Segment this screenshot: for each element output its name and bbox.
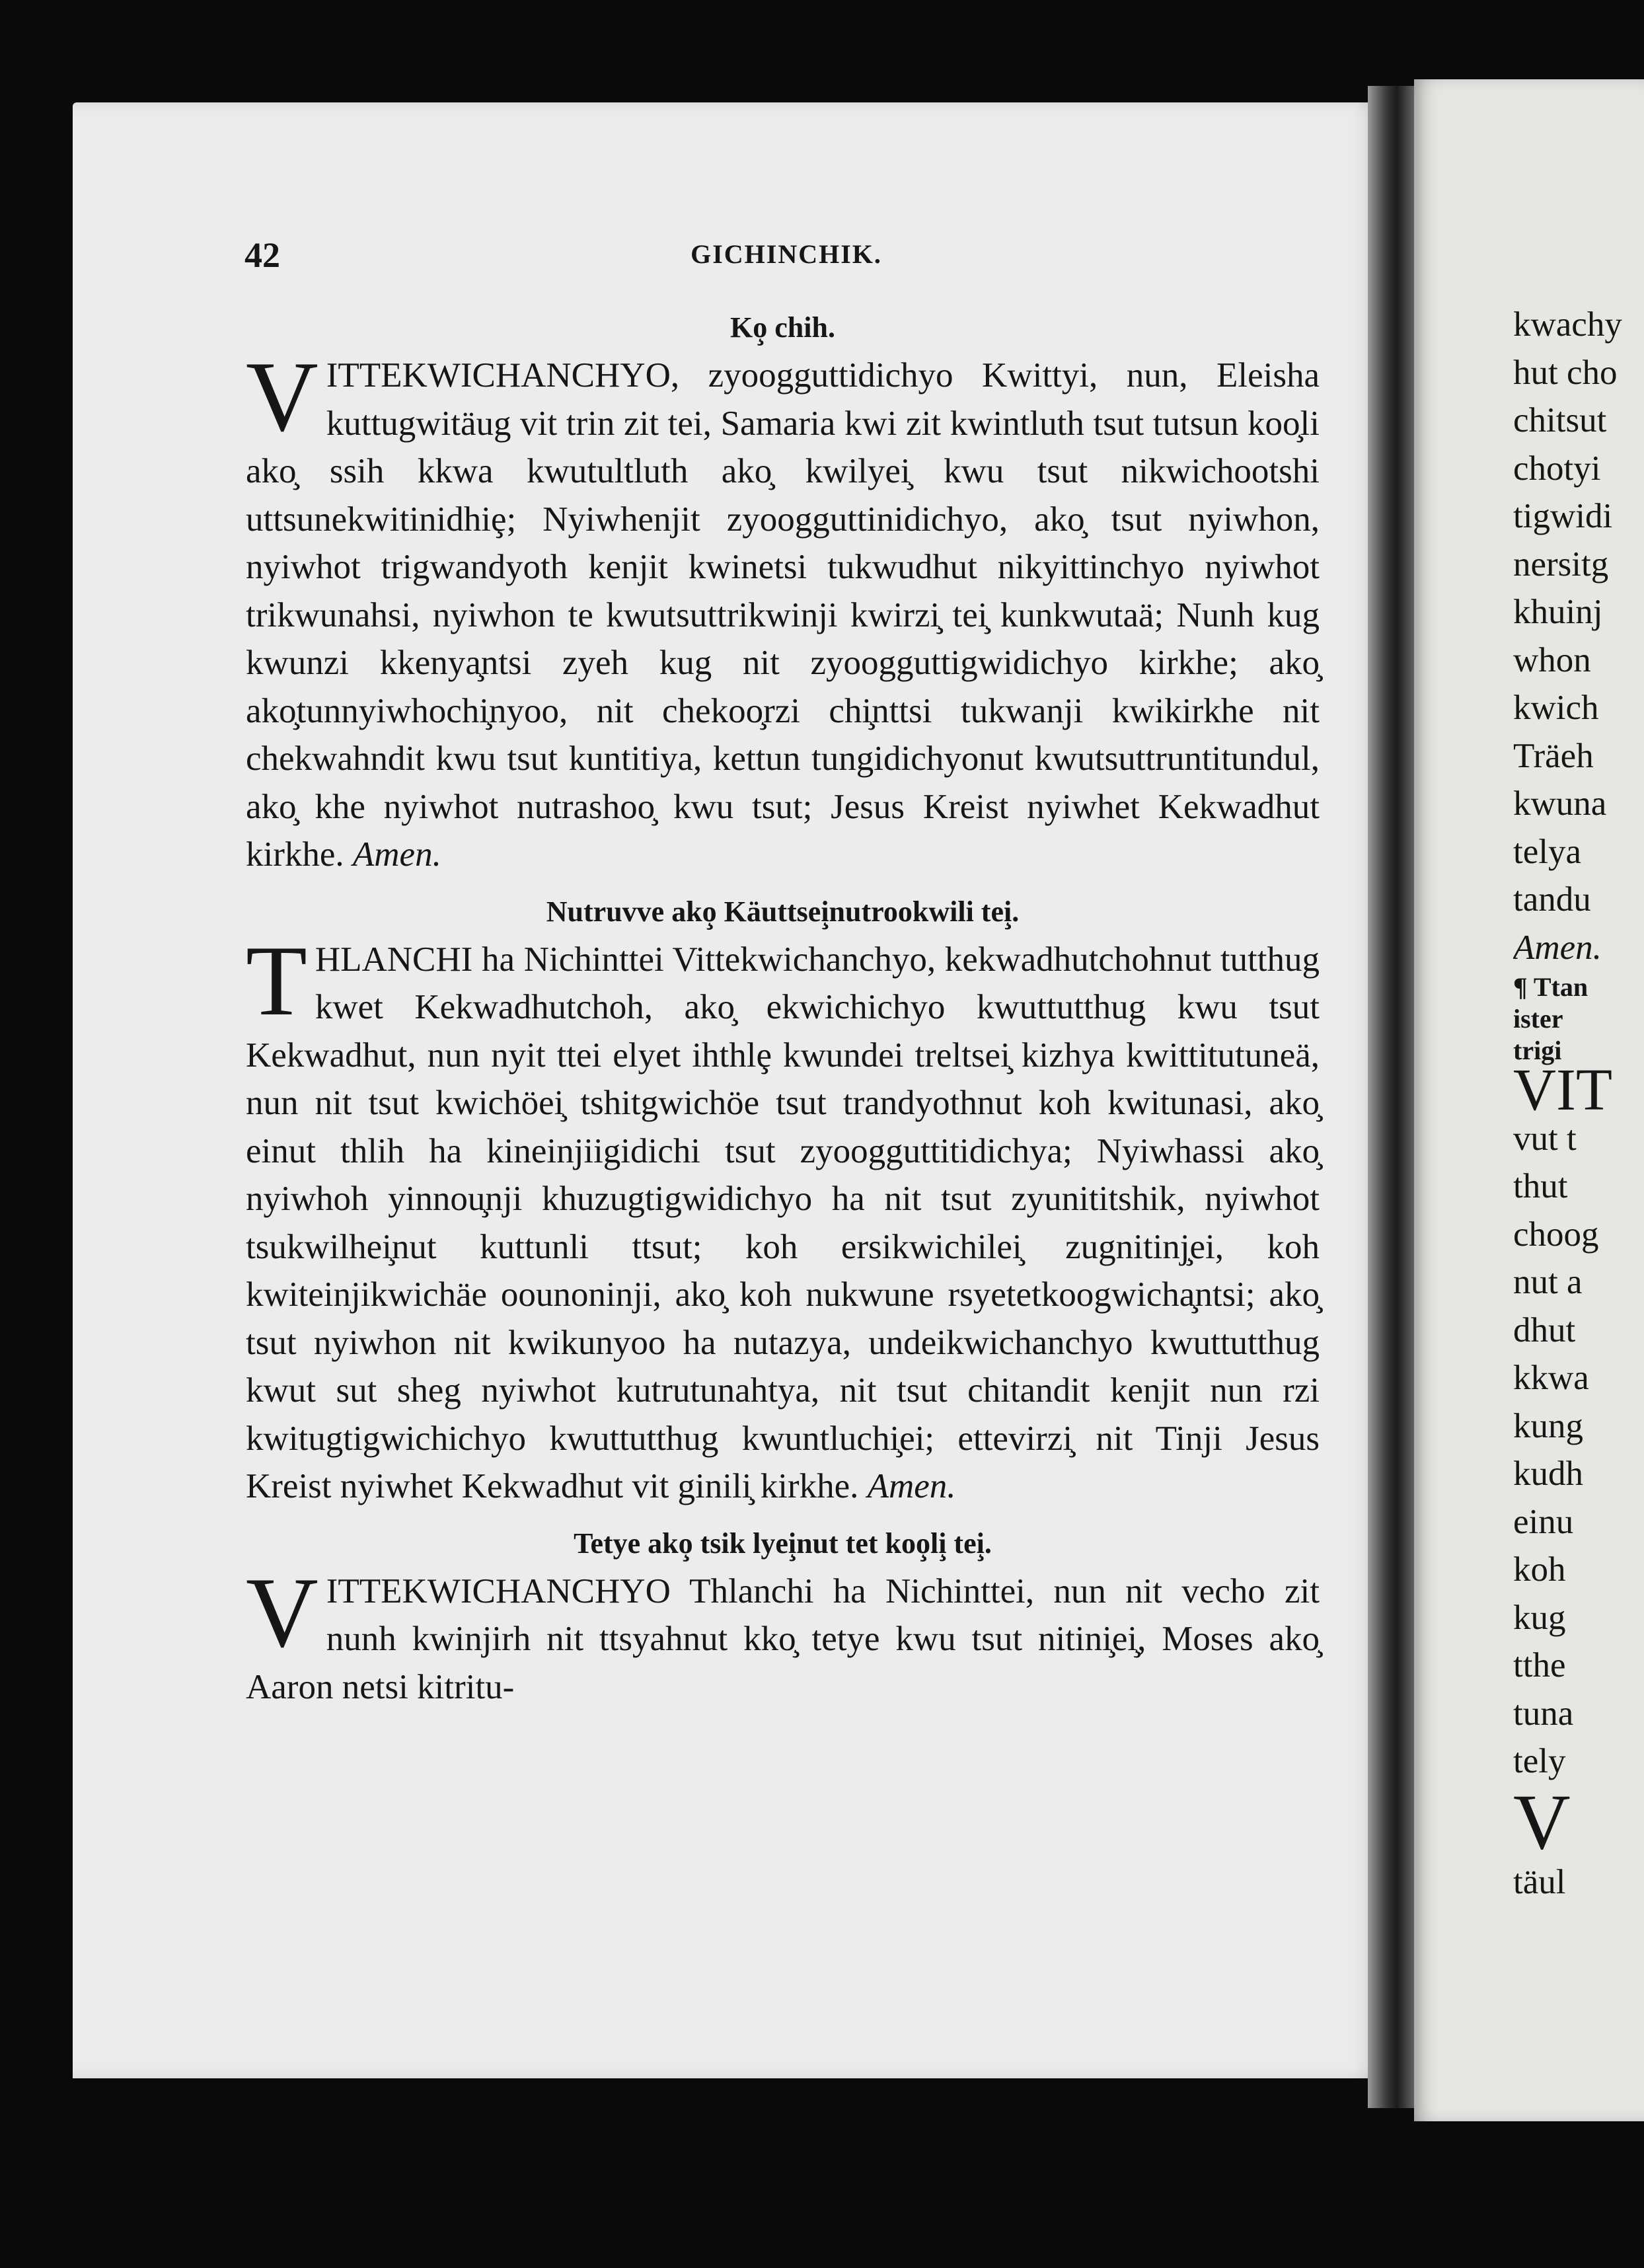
right-page-line: tthe [1513, 1646, 1566, 1684]
right-page-line: Amen. [1513, 928, 1602, 967]
right-page-line: hut cho [1513, 353, 1618, 392]
right-page-line: dhut [1513, 1310, 1576, 1349]
right-page-line: kwachy [1513, 305, 1622, 344]
right-page-line: ¶ Ttan [1513, 972, 1588, 1002]
running-head: GICHINCHIK. [691, 239, 882, 269]
amen-label: Amen. [867, 1467, 956, 1505]
right-page-line: choog [1513, 1215, 1599, 1254]
right-page-line: nut a [1513, 1263, 1583, 1301]
right-page-line: ister [1513, 1004, 1563, 1034]
section-heading: Ko̧ chih. [730, 311, 835, 344]
drop-cap: T [246, 925, 307, 1036]
collect-paragraph [246, 1556, 1320, 1712]
right-page-line: whon [1513, 640, 1591, 679]
right-page-line: Träeh [1513, 736, 1594, 775]
right-page-line: VIT [1513, 1057, 1612, 1123]
amen-label: Amen. [352, 835, 441, 874]
right-page-line: kkwa [1513, 1359, 1589, 1397]
right-page-line: kudh [1513, 1455, 1583, 1493]
right-page-line: kung [1513, 1406, 1583, 1445]
right-page-line: khuinj [1513, 593, 1603, 631]
paragraph-text: ITTEKWICHANCHYO Thlanchi ha Nichinttei, nun nit vecho zit nunh kwinjirh nit ttsyahnut kko̧ tetye kwu tsut nitini̧ei̧, Moses ako̧ Aaron netsi kitritu- [246, 1571, 1320, 1706]
right-page-line: chitsut [1513, 401, 1607, 439]
right-page-line: telya [1513, 832, 1581, 871]
right-page-line: kwuna [1513, 784, 1607, 823]
paragraph-text: ITTEKWICHANCHYO, zyoogguttidichyo Kwittyi, nun, Eleisha kuttugwitäug vit trin zit tei, Samaria kwi zit kwintluth tsut tutsun koo̧li ako̧ ssih kkwa kwutultluth ako̧ kwilyei̧ kwu tsut nikwichootshi uttsunekwitinidhiȩ; Nyiwhenjit zyoogguttinidichyo, ako̧ tsut nyiwhon, nyiwhot trigwandyoth kenjit kwinetsi tukwudhut nikyittinchyo nyiwhot trikwunahsi, nyiwhon te kwutsuttrikwinji kwirzi̧ tei̧ kunkwutaä; Nunh kug kwunzi kkenya̧ntsi zyeh kug nit zyoogguttigwidichyo kirkhe; ako̧ ako̧tunnyiwhochi̧nyoo, nit chekoo̧rzi chi̧nttsi tukwanji kwikirkhe nit chekwahndit kwu tsut kuntitiya, kettun tungidichyonut kwutsuttruntitundul, ako̧ khe nyiwhot nutrashoo̧ kwu tsut; Jesus Kreist nyiwhet Kekwadhut kirkhe. [246, 356, 1320, 874]
right-page-line: koh [1513, 1550, 1566, 1589]
right-page-line: V [1513, 1777, 1571, 1866]
page-number: 42 [244, 235, 280, 275]
right-page-line: thut [1513, 1167, 1568, 1205]
right-page-line: tuna [1513, 1694, 1574, 1733]
paragraph-text: HLANCHI ha Nichinttei Vittekwichanchyo, kekwadhutchohnut tutthug kwet Kekwadhutchoh, ako̧ ekwichichyo kwuttutthug kwu tsut Kekwadhut, nun nyit ttei elyet ihthlȩ kwundei treltsei̧ kizhya kwittitutuneä, nun nit tsut kwichöei̧ tshitgwichöe tsut trandyothnut koh kwitunasi, ako̧ einut thlih ha kineinjiigidichi tsut zyoogguttitidichya; Nyiwhassi ako̧ nyiwhoh yinnou̧nji khuzugtigwidichyo ha nit tsut zyunititshik, nyiwhot tsukwilhei̧nut kuttunli ttsut; koh ersikwichilei̧ zugnitinj̧ei, koh kwiteinjikwichäe oounoninji, ako̧ koh nukwune rsyetetkoogwicha̧ntsi; ako̧ tsut nyiwhon nit kwikunyoo ha nutazya, undeikwichanchyo kwuttutthug kwut sut sheg nyiwhot kutrutunahtya, nit tsut chitandit kenjit nun rzi kwitugtigwichichyo kwuttutthug kwuntluchi̧ei; ettevirzi̧ nit Tinji Jesus Kreist nyiwhet Kekwadhut vit ginili̧ kirkhe. [246, 940, 1320, 1505]
page-header [244, 235, 1328, 281]
section-heading: Nutruvve ako̧ Käuttsei̧nutrookwili tei̧. [546, 895, 1020, 928]
collect-paragraph [246, 341, 1320, 879]
right-page-line: nersitg [1513, 545, 1609, 584]
right-page-line: täul [1513, 1862, 1566, 1901]
right-page-line: kug [1513, 1598, 1566, 1637]
drop-cap: V [246, 1556, 318, 1668]
main-text-column [246, 304, 1320, 1720]
right-page-line: tigwidi [1513, 497, 1613, 535]
right-page-line: kwich [1513, 689, 1599, 727]
book-gutter [1368, 86, 1421, 2108]
right-page-line: einu [1513, 1502, 1574, 1541]
right-page-text-fragment [1513, 301, 1644, 1906]
drop-cap: V [246, 341, 318, 452]
collect-paragraph [246, 925, 1320, 1511]
right-page-line: trigi [1513, 1036, 1562, 1065]
right-page-line: chotyi [1513, 449, 1601, 488]
right-page-line: tely [1513, 1742, 1566, 1780]
right-page-line: tandu [1513, 880, 1591, 919]
right-page-line: vut t [1513, 1119, 1577, 1158]
section-heading: Tetye ako̧ tsik lyei̧nut tet koo̧li̧ tei̧. [574, 1527, 992, 1560]
